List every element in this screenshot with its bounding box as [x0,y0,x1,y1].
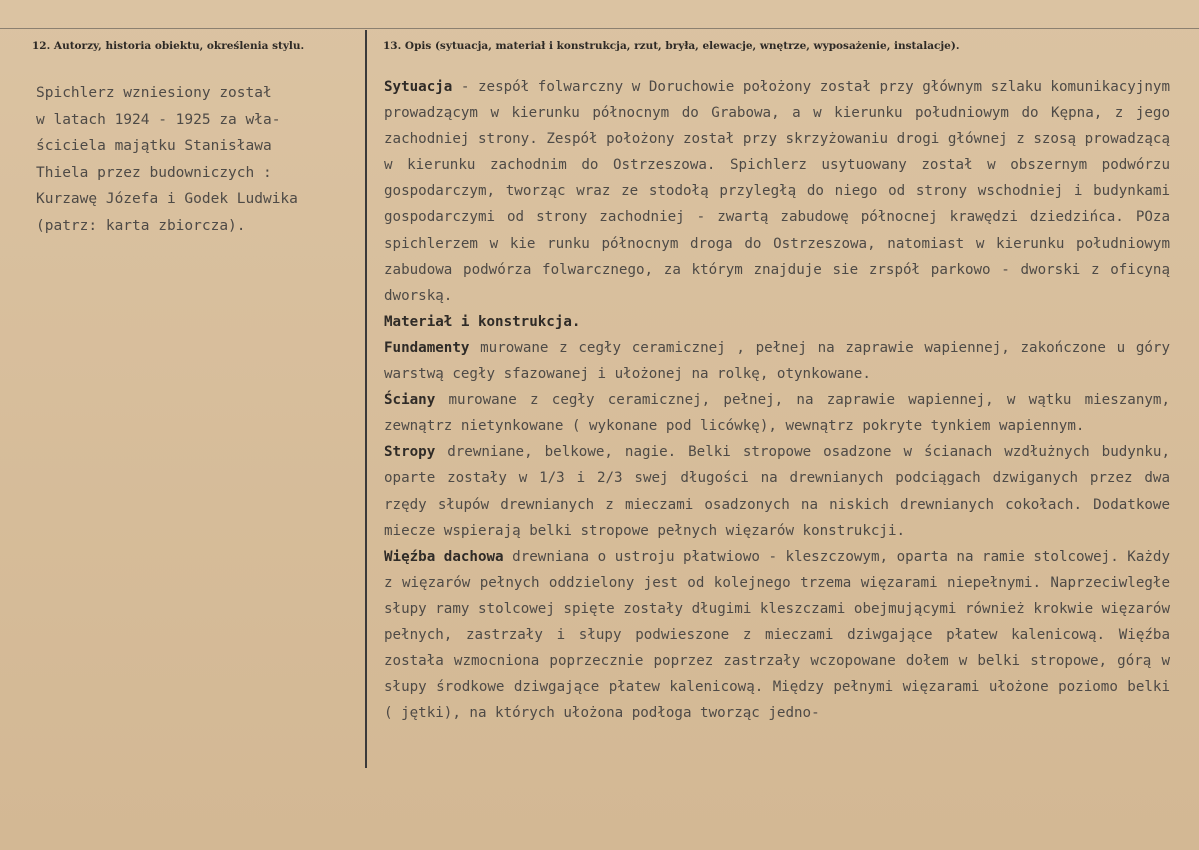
roof-truss-text: drewniana o ustroju płatwiowo - kleszczowym, oparta na ramie stolcowej. Każdy z więzarów pełnych oddzielony jest od kolejnego trzema więzarami niepełnymi. Naprzeciwległe słupy ramy stolcowej spięte zostały długimi kleszczami obejmującymi również krokwie więzarów pełnych, zastrzały i słupy podwieszone z mieczami dziwgające płatew kalenicową. Więźba została wzmocniona poprzecznie poprzez zastrzały wczopowane dołem w belki stropowe, górą w słupy środkowe dziwgające płatew kalenicową. Między pełnymi więzarami ułożone poziomo belki ( jętki), na których ułożona podłoga tworząc jedno- [384,548,1170,722]
walls-text: murowane z cegły ceramicznej, pełnej, na zaprawie wapiennej, w wątku mieszanym, zewnątrz nietynkowane ( wykonane pod licówkę), wewnątrz pokryte tynkiem wapiennym. [384,392,1170,435]
authors-history-text: Spichlerz wzniesiony został w latach 1924 - 1925 za wła- ściciela majątku Stanisława Thiela przez budowniczych : Kurzawę Józefa i Godek Ludwika (patrz: karta zbiorcza). [36,85,298,234]
column-divider [365,30,367,768]
situation-label: Sytuacja [384,79,453,95]
roof-truss-label: Więźba dachowa [384,548,504,565]
left-column-heading: 12. Autorzy, historia obiektu, określenia stylu. [32,40,305,52]
situation-paragraph [384,74,1170,309]
foundations-paragraph [384,335,1170,387]
situation-text: - zespół folwarczny w Doruchowie położony został przy głównym szlaku komunikacyjnym prowadzącym w kierunku północnym do Grabowa, a w kierunku południowym do Kępna, z jego zachodniej strony. Zespół położony został przy skrzyżowaniu drogi głównej z szosą prowadzącą w kierunku zachodnim do Ostrzeszowa. Spichlerz usytuowany został w obszernym podwórzu gospodarczym, tworząc wraz ze stodołą przyległą do niego od strony wschodniej i budynkami gospodarczymi od strony zachodniej - zwartą zabudowę północnej krawędzi dziedzińca. POza spichlerzem w kie runku północnym droga do Ostrzeszowa, natomiast w kierunku południowym zabudowa podwórza folwarcznego, za którym znajduje sie zrspół parkowo - dworski z oficyną dworską. [384,79,1170,304]
ceilings-label: Stropy [384,444,436,461]
roof-truss-paragraph [384,544,1170,727]
description-text [384,74,1170,726]
foundations-label: Fundamenty [384,339,470,356]
walls-label: Ściany [384,392,436,409]
ceilings-paragraph [384,439,1170,543]
walls-paragraph [384,387,1170,439]
right-column-heading: 13. Opis (sytuacja, materiał i konstrukcja, rzut, bryła, elewacje, wnętrze, wyposażenie, instalacje). [383,40,960,52]
foundations-text: murowane z cegły ceramicznej , pełnej na zaprawie wapiennej, zakończone u góry warstwą cegły sfazowanej i ułożonej na rolkę, otynkowane. [384,339,1170,383]
top-rule [0,28,1199,29]
material-heading: Materiał i konstrukcja. [384,313,581,330]
ceilings-text: drewniane, belkowe, nagie. Belki stropowe osadzone w ścianach wzdłużnych budynku, oparte zostały w 1/3 i 2/3 swej długości na drewnianych podciągach dzwiganych przez dwa rzędy słupów drewnianych z mieczami osadzonych na niskich drewnianych cokołach. Dodatkowe miecze wspierają belki stropowe pełnych więzarów konstrukcji. [384,444,1170,539]
